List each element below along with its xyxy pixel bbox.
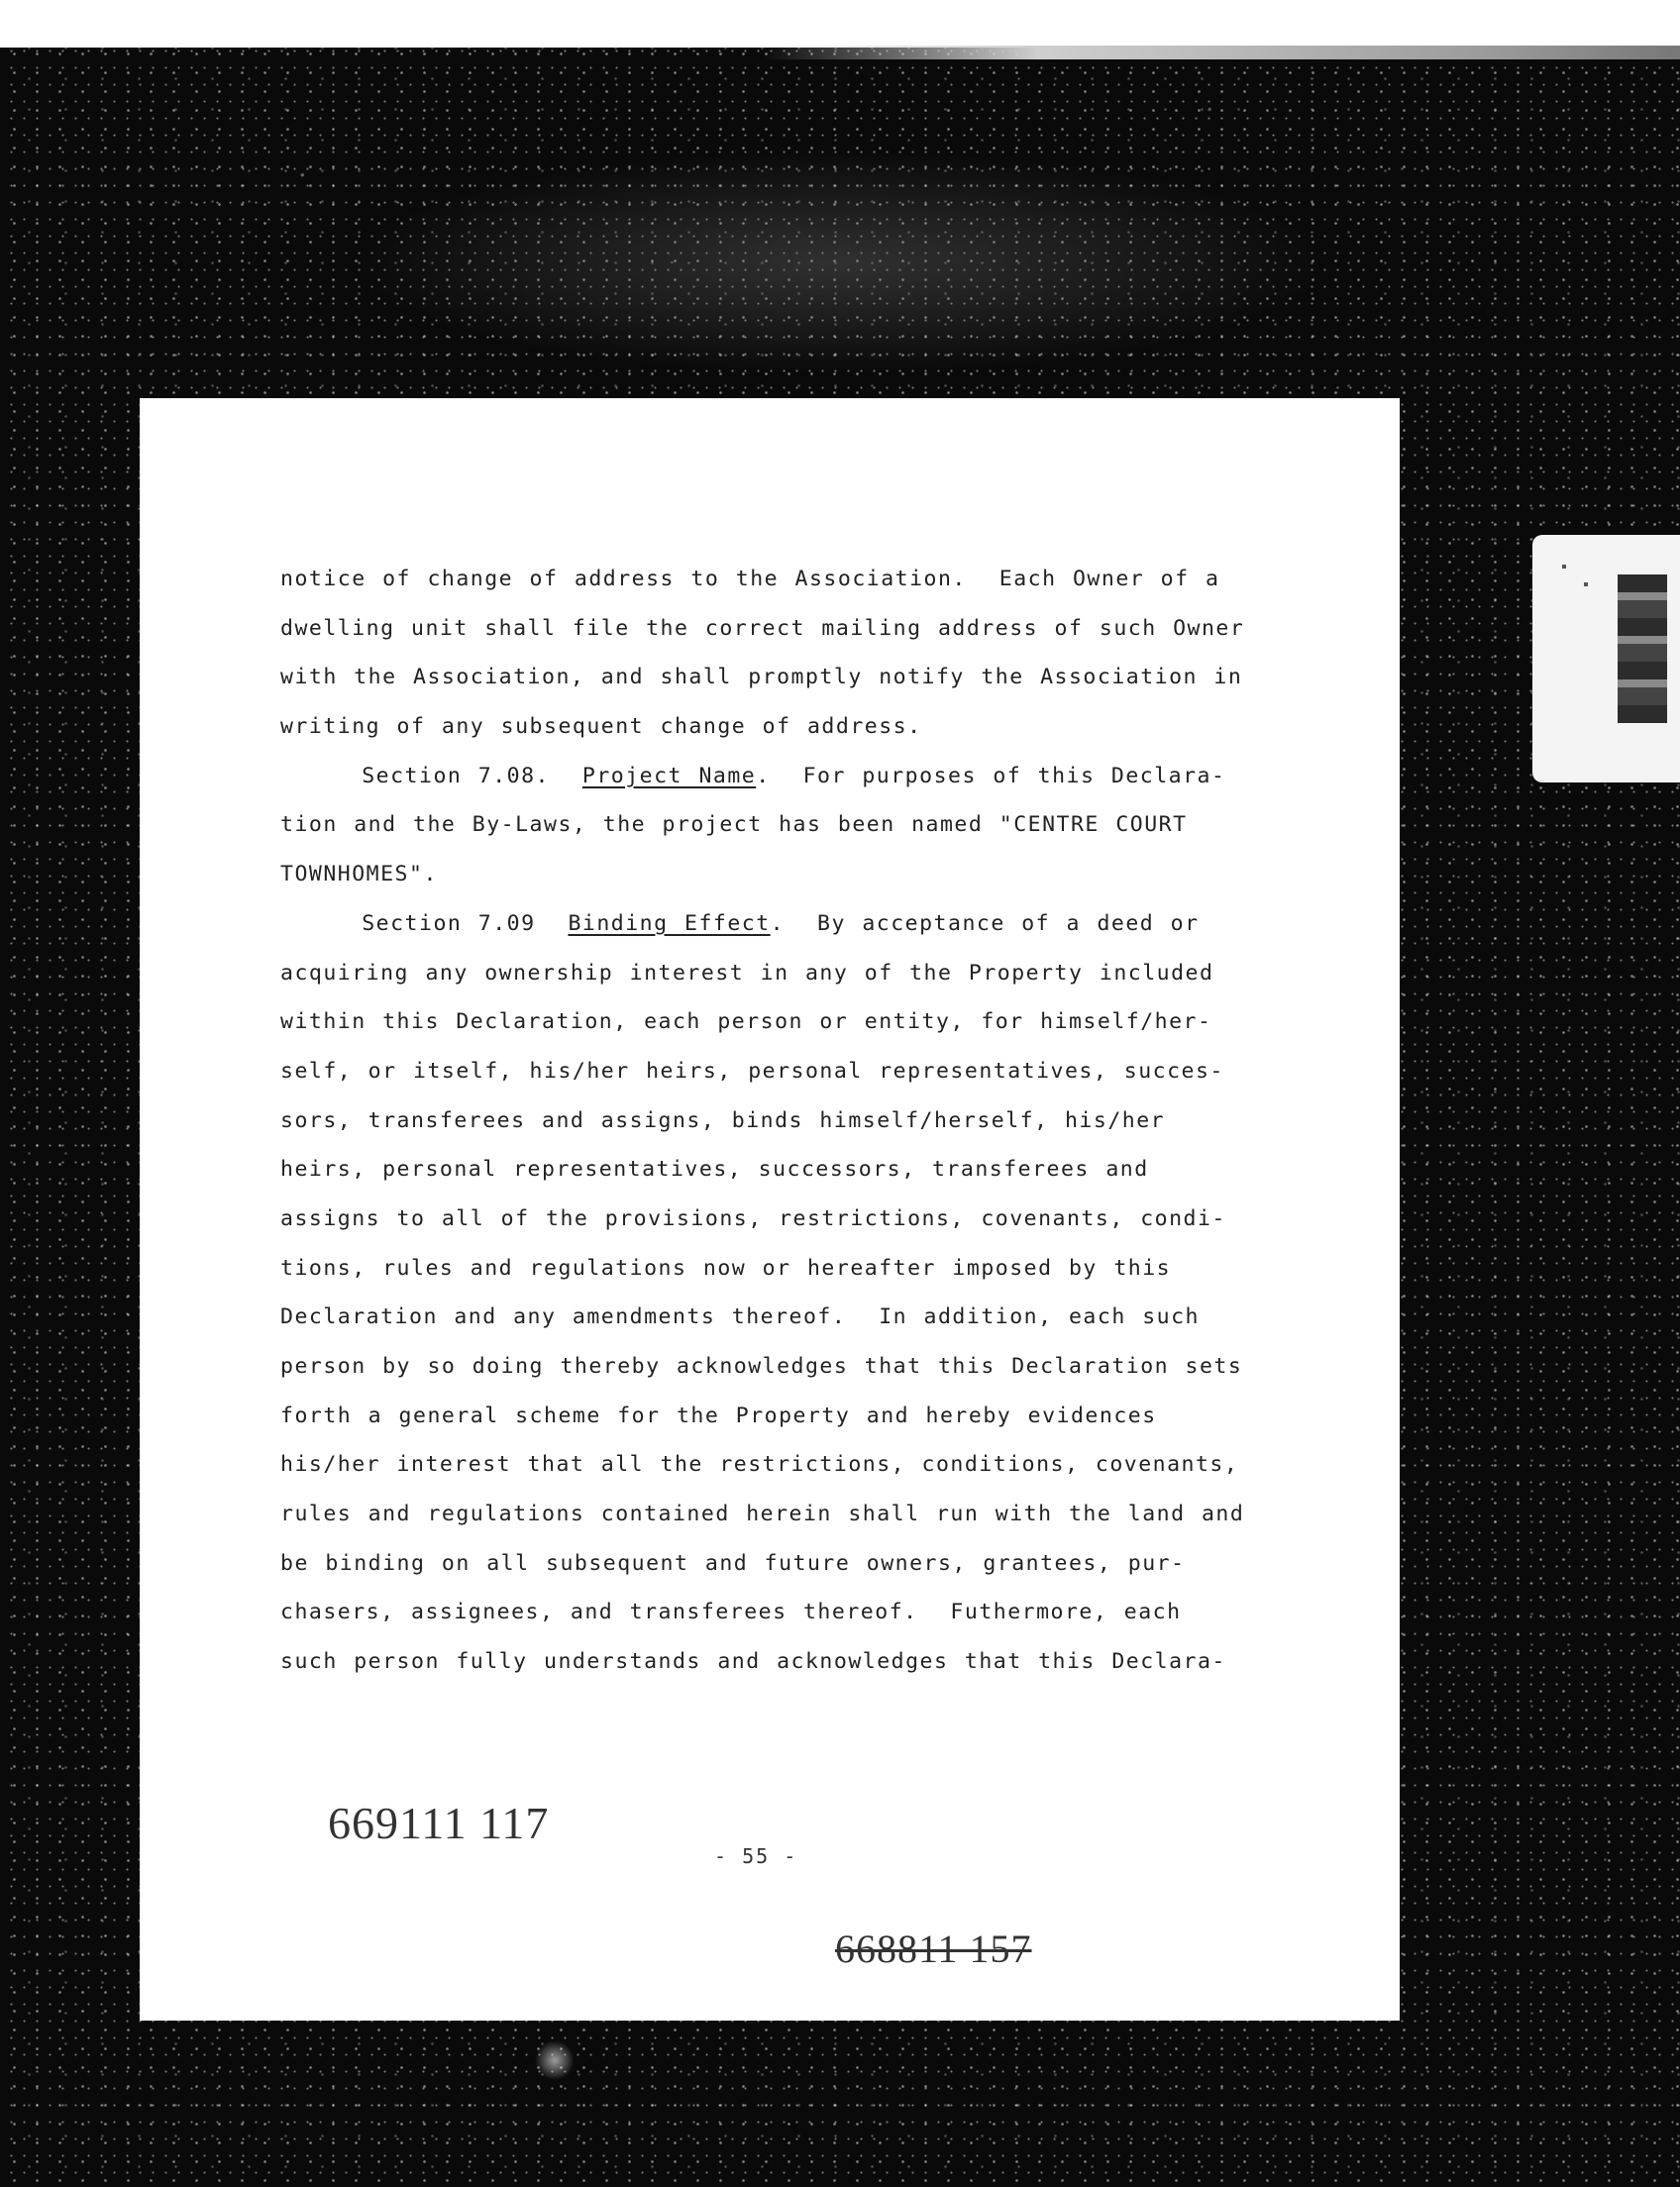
body-line: be binding on all subsequent and future owners, grantees, pur-: [280, 1550, 1186, 1576]
section-709-text: . By acceptance of a deed or: [770, 910, 1200, 936]
clip-bars: [1618, 574, 1667, 723]
body-line: tions, rules and regulations now or hereafter imposed by this: [280, 1255, 1172, 1281]
body-line: notice of change of address to the Association. Each Owner of a: [280, 567, 1220, 591]
section-708-line: [280, 752, 1271, 801]
section-708-heading: Project Name: [581, 763, 757, 788]
binder-clip-image: [1532, 535, 1680, 782]
section-709-number: Section 7.09: [280, 910, 569, 936]
struck-book-page-stamp: 668811 157: [835, 1927, 1032, 1971]
body-line: self, or itself, his/her heirs, personal representatives, succes-: [280, 1058, 1224, 1084]
body-line: chasers, assignees, and transferees thereof. Futhermore, each: [280, 1600, 1182, 1625]
body-line: writing of any subsequent change of address.: [280, 714, 922, 740]
clip-speck: [1584, 582, 1588, 586]
document-page: [140, 398, 1400, 2021]
document-body: [280, 555, 1271, 1687]
scan-streak: [763, 46, 1680, 59]
body-line: sors, transferees and assigns, binds himself/herself, his/her: [280, 1107, 1166, 1133]
body-line: such person fully understands and acknowledges that this Declara-: [280, 1649, 1226, 1675]
section-709-line: [280, 899, 1271, 949]
scan-top-margin: [0, 0, 1680, 48]
body-line: tion and the By-Laws, the project has been named "CENTRE COURT: [280, 812, 1188, 838]
page-number: - 55 -: [714, 1844, 798, 1868]
body-line: dwelling unit shall file the correct mailing address of such Owner: [280, 615, 1245, 641]
body-line: TOWNHOMES".: [280, 862, 438, 887]
clip-speck: [1562, 565, 1566, 569]
body-line: Declaration and any amendments thereof. In addition, each such: [280, 1304, 1200, 1330]
body-line: acquiring any ownership interest in any of the Property included: [280, 960, 1214, 986]
body-line: within this Declaration, each person or entity, for himself/her-: [280, 1009, 1212, 1035]
body-line: assigns to all of the provisions, restrictions, covenants, condi-: [280, 1205, 1226, 1231]
body-line: forth a general scheme for the Property and hereby evidences: [280, 1403, 1157, 1428]
body-line: person by so doing thereby acknowledges that this Declaration sets: [280, 1354, 1243, 1379]
section-708-text: . For purposes of this Declara-: [756, 763, 1226, 788]
scan-flare: [535, 2040, 575, 2080]
body-line: heirs, personal representatives, successors, transferees and: [280, 1157, 1149, 1183]
body-line: rules and regulations contained herein shall run with the land and: [280, 1502, 1245, 1527]
body-line: with the Association, and shall promptly notify the Association in: [280, 665, 1243, 690]
book-page-stamp: 669111 117: [328, 1798, 550, 1848]
section-709-heading: Binding Effect: [568, 910, 771, 936]
section-708-number: Section 7.08.: [280, 763, 582, 788]
body-line: his/her interest that all the restrictions, conditions, covenants,: [280, 1452, 1239, 1478]
